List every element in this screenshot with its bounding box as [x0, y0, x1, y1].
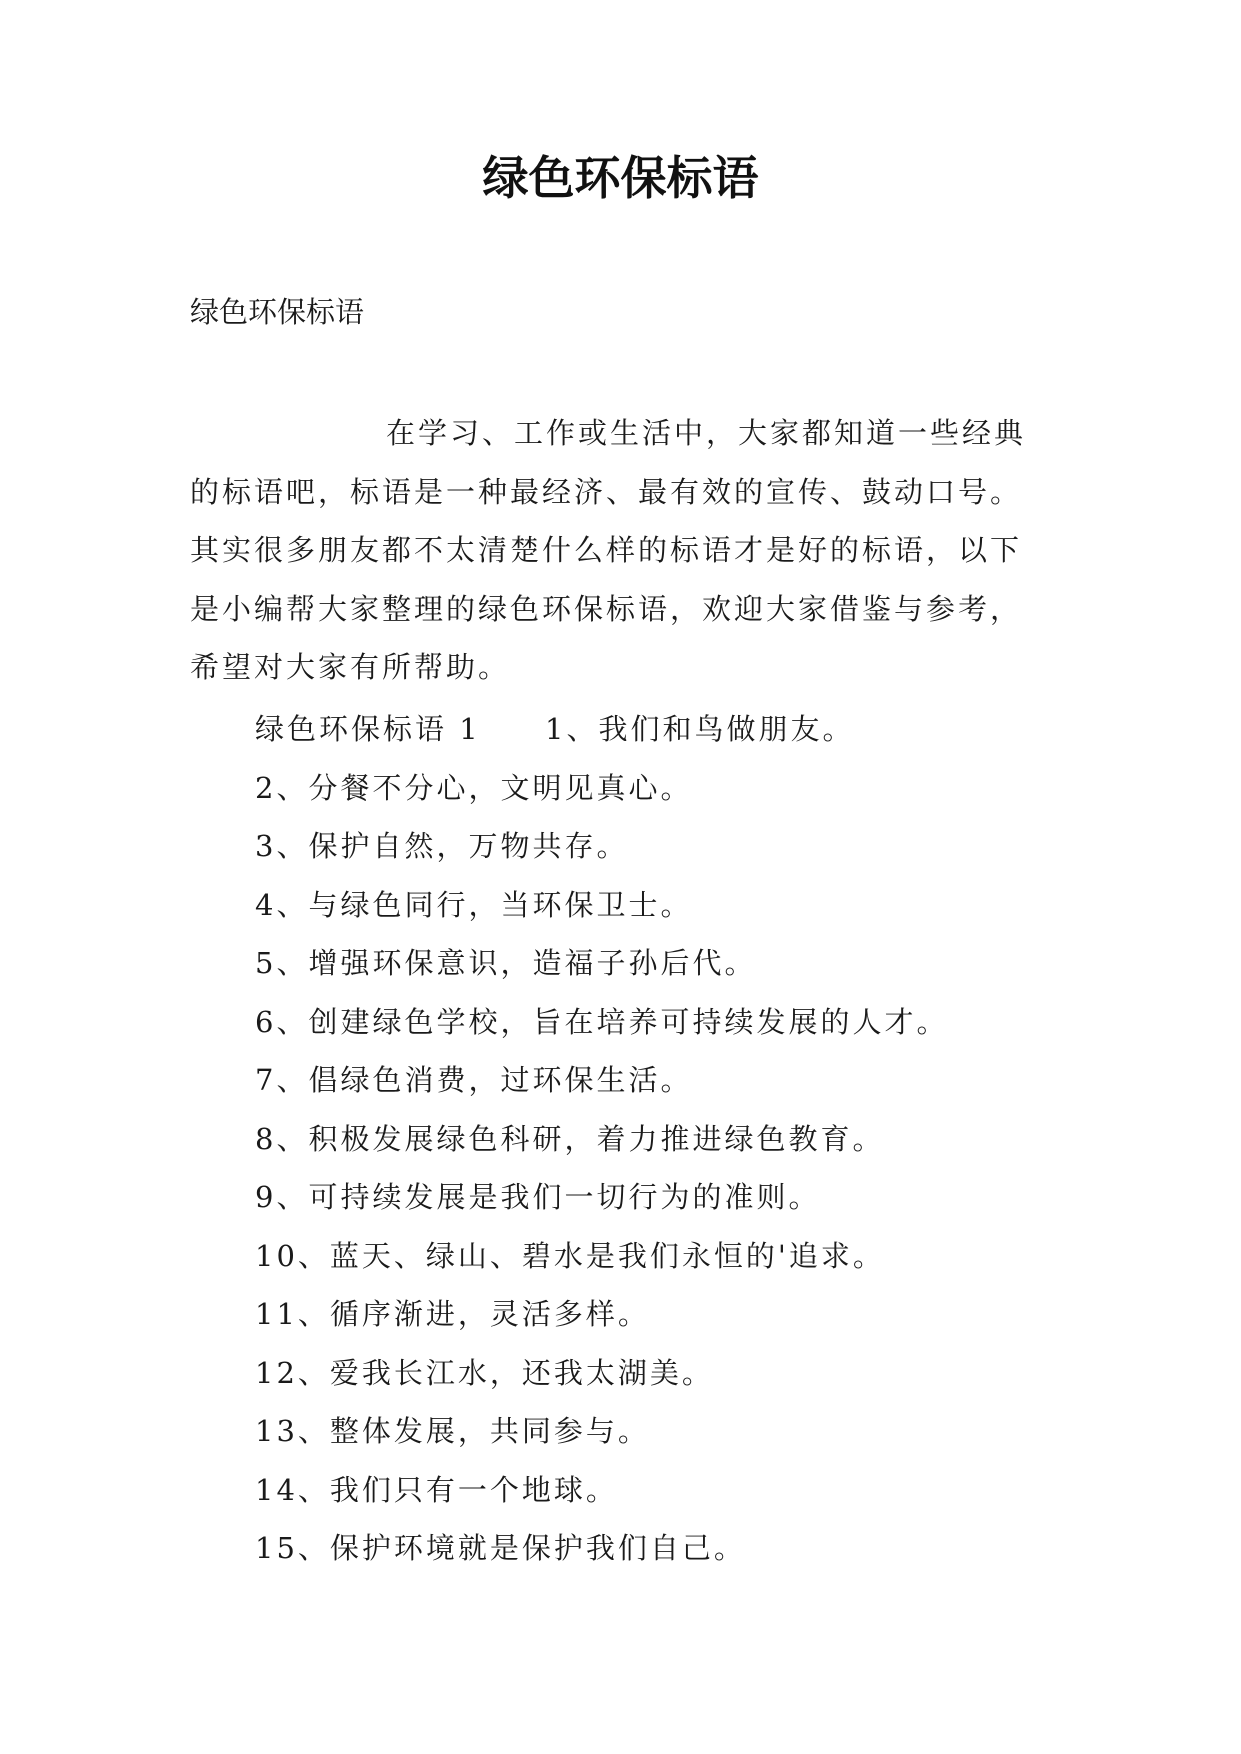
intro-line: 希望对大家有所帮助。: [190, 650, 511, 684]
document-subtitle: 绿色环保标语: [190, 295, 365, 329]
slogan-item: 2、分餐不分心，文明见真心。: [255, 770, 693, 805]
slogan-item: 8、积极发展绿色科研，着力推进绿色教育。: [255, 1121, 885, 1156]
slogan-item: 12、爱我长江水，还我太湖美。: [255, 1355, 714, 1390]
document-title: 绿色环保标语: [482, 151, 759, 205]
slogan-item: 7、倡绿色消费，过环保生活。: [255, 1063, 693, 1097]
intro-line: 的标语吧，标语是一种最经济、最有效的宣传、鼓动口号。: [190, 474, 1023, 509]
slogan-item: 15、保护环境就是保护我们自己。: [255, 1531, 746, 1565]
intro-line: 其实很多朋友都不太清楚什么样的标语才是好的标语，以下: [190, 533, 1023, 567]
slogan-item: [255, 700, 948, 759]
slogan-item: 14、我们只有一个地球。: [255, 1472, 618, 1507]
slogan-item: 10、蓝天、绿山、碧水是我们永恒的'追求。: [255, 1238, 885, 1273]
slogan-item: 6、创建绿色学校，旨在培养可持续发展的人才。: [255, 1004, 949, 1039]
slogan-item: 3、保护自然，万物共存。: [255, 829, 629, 863]
slogan-item: 5、增强环保意识，造福子孙后代。: [255, 946, 757, 980]
intro-line: 是小编帮大家整理的绿色环保标语，欢迎大家借鉴与参考，: [190, 591, 1023, 626]
slogan-text: 1、我们和鸟做朋友。: [545, 712, 855, 746]
intro-line: 在学习、工作或生活中，大家都知道一些经典: [386, 416, 1027, 450]
slogan-item: 11、循序渐进，灵活多样。: [255, 1297, 650, 1331]
slogan-item: 9、可持续发展是我们一切行为的准则。: [255, 1180, 821, 1214]
slogan-item: 13、整体发展，共同参与。: [255, 1414, 650, 1448]
slogan-list: [255, 700, 948, 1578]
section-label: 绿色环保标语 1: [255, 712, 481, 746]
slogan-item: 4、与绿色同行，当环保卫士。: [255, 887, 693, 922]
intro-paragraph: [190, 404, 1090, 697]
